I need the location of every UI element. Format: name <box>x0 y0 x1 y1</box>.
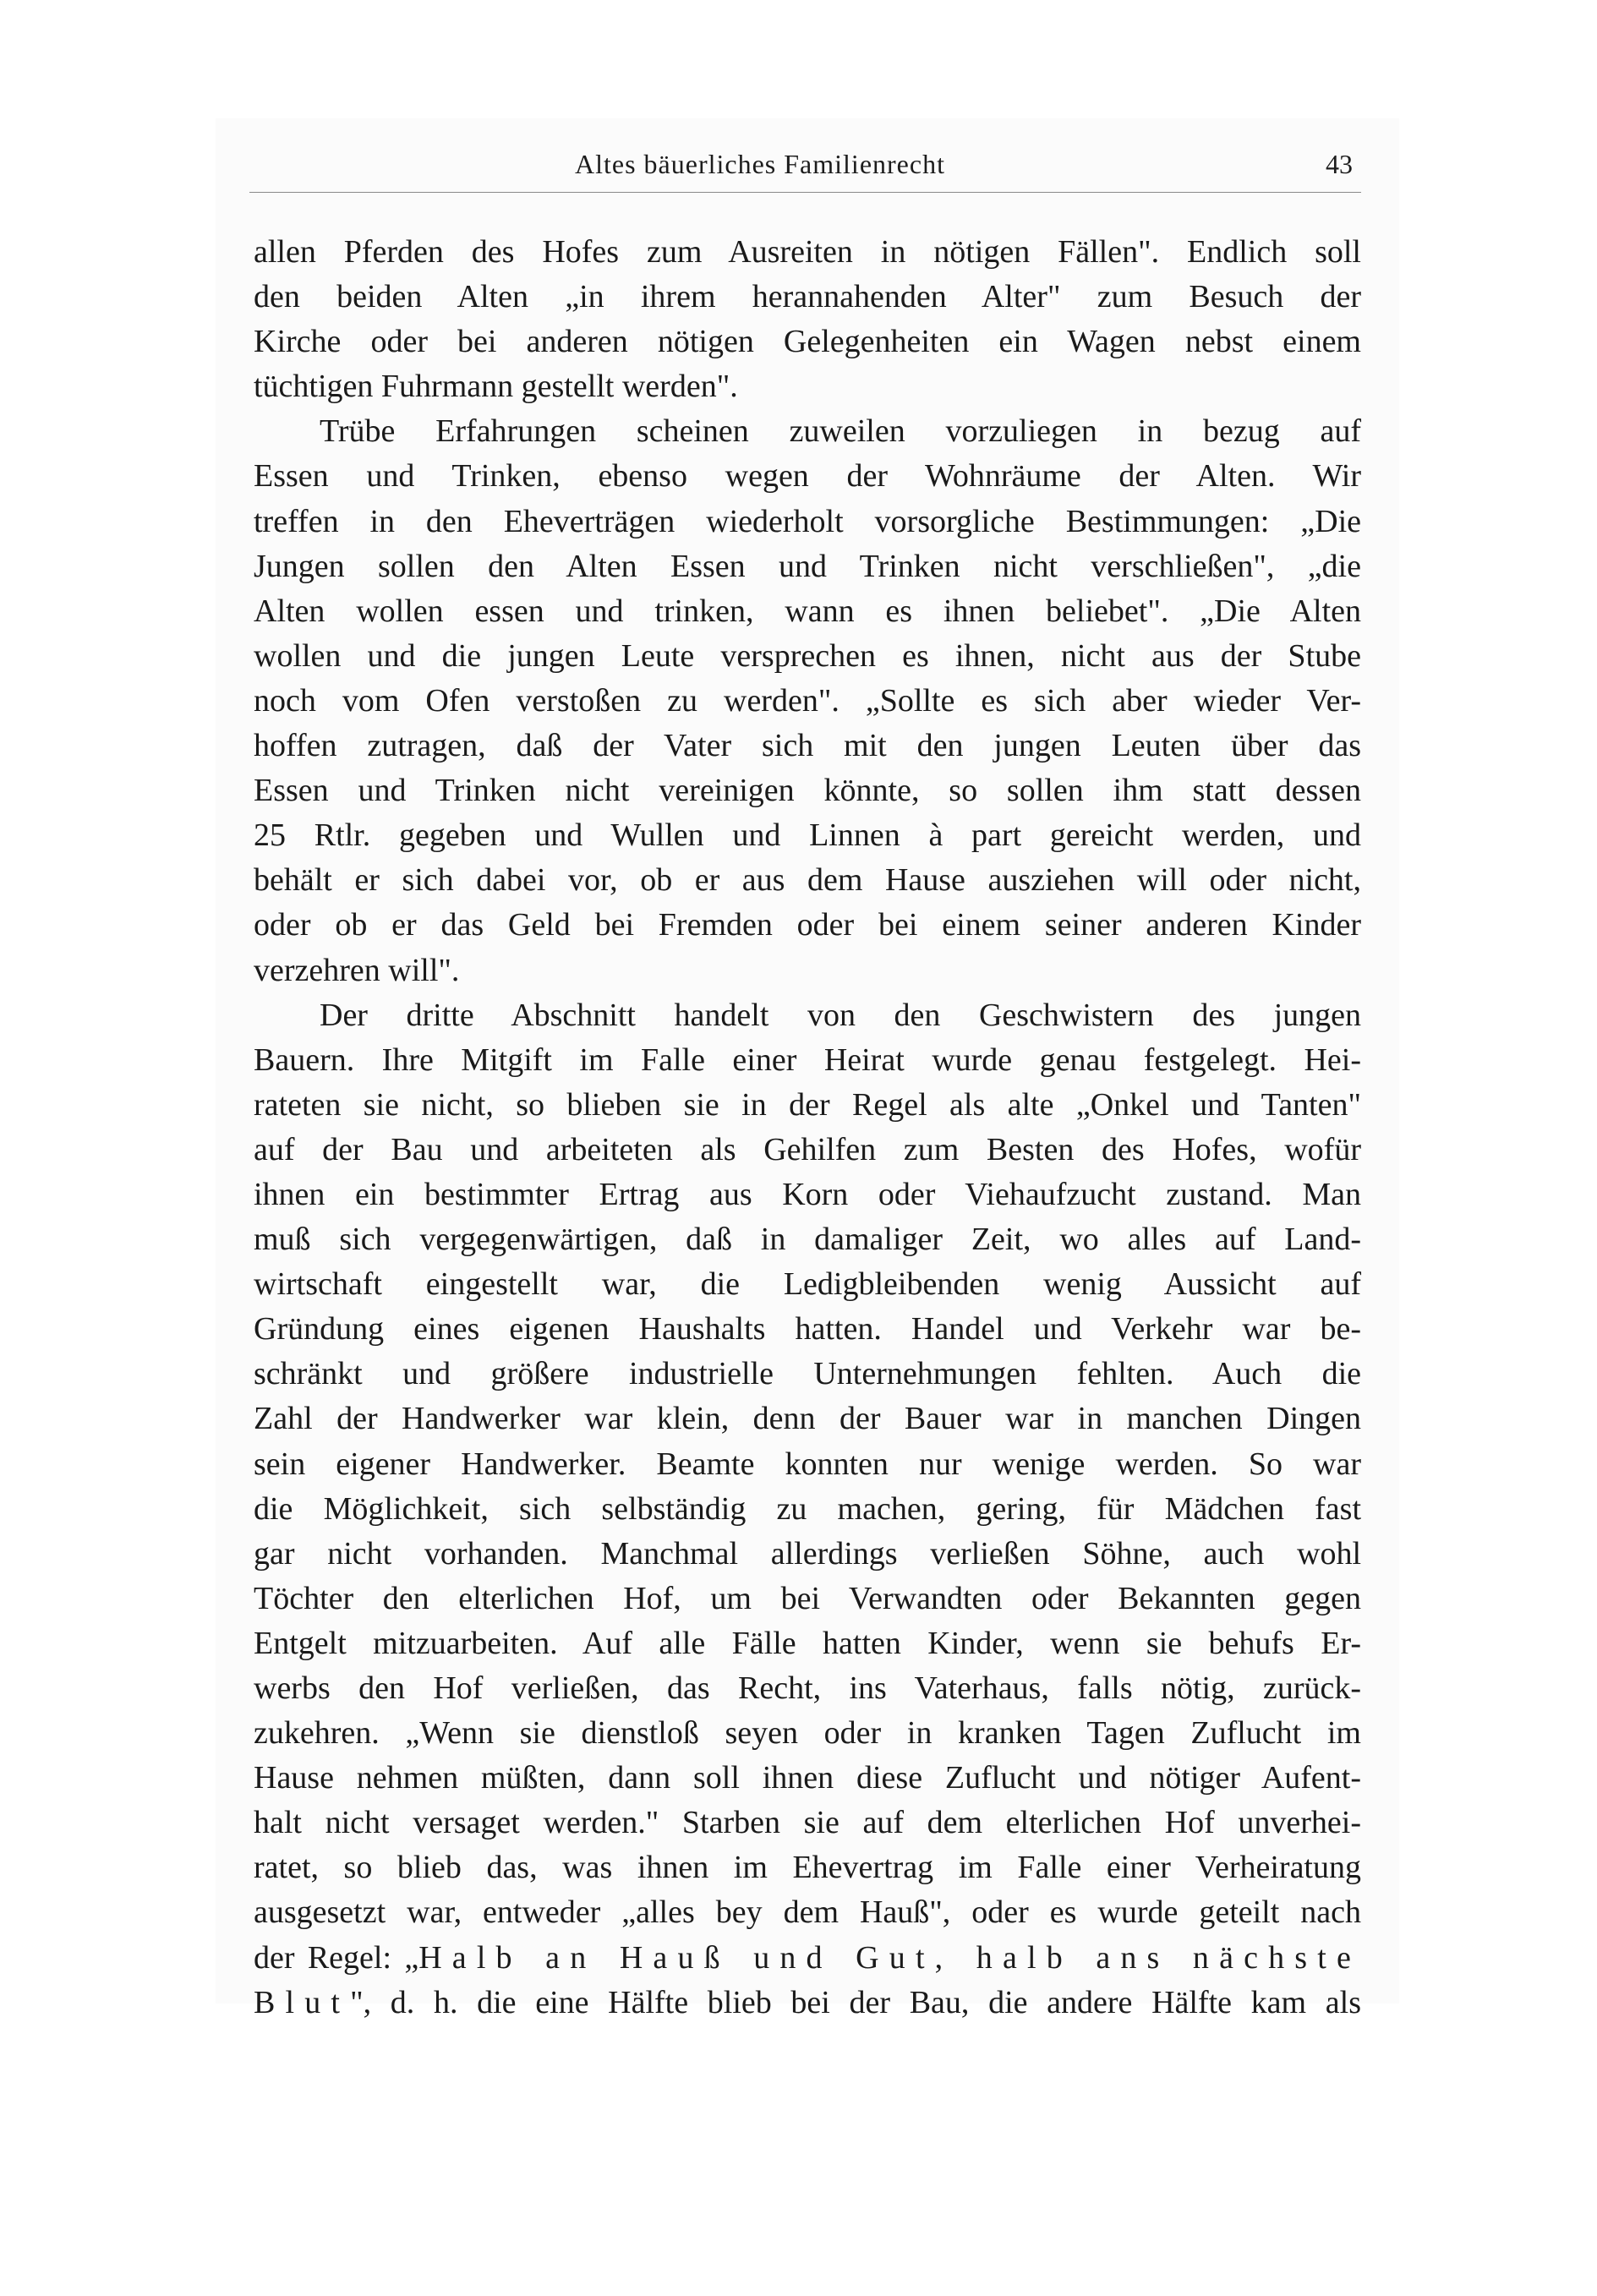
text-line: Essen und Trinken nicht vereinigen könnte, so sollen ihm statt dessen <box>254 773 1361 809</box>
text-line: ihnen ein bestimmter Ertrag aus Korn oder Viehaufzucht zustand. Man <box>254 1176 1361 1212</box>
text-line: hoffen zutragen, daß der Vater sich mit den jungen Leuten über das <box>254 728 1361 764</box>
page-number: 43 <box>1326 149 1353 179</box>
text-line: tüchtigen Fuhrmann gestellt werden". <box>254 369 738 405</box>
text-line: Jungen sollen den Alten Essen und Trinken nicht verschließen", „die <box>254 548 1361 584</box>
text-line: Trübe Erfahrungen scheinen zuweilen vorzuliegen in bezug auf <box>320 413 1361 450</box>
text-line: Bauern. Ihre Mitgift im Falle einer Heirat wurde genau festgelegt. Hei- <box>254 1041 1361 1078</box>
text-line: gar nicht vorhanden. Manchmal allerdings verließen Söhne, auch wohl <box>254 1535 1361 1572</box>
text-line: ausgesetzt war, entweder „alles bey dem Hauß", oder es wurde geteilt nach <box>254 1894 1361 1931</box>
body-text <box>254 230 1361 2025</box>
text-line: allen Pferden des Hofes zum Ausreiten in nötigen Fällen". Endlich soll <box>254 234 1361 270</box>
header-divider <box>249 192 1361 193</box>
spaced-emphasis: Halb an Hauß und Gut, halb ans nächste <box>418 1939 1361 1976</box>
spaced-emphasis: Blut <box>254 1984 351 2020</box>
text-line: Töchter den elterlichen Hof, um bei Verwandten oder Bekannten gegen <box>254 1580 1361 1616</box>
text-line: noch vom Ofen verstoßen zu werden". „Sollte es sich aber wieder Ver- <box>254 682 1361 719</box>
text-line: behält er sich dabei vor, ob er aus dem Hause ausziehen will oder nicht, <box>254 862 1361 899</box>
text-line: Gründung eines eigenen Haushalts hatten. Handel und Verkehr war be- <box>254 1311 1361 1348</box>
text-line: schränkt und größere industrielle Unternehmungen fehlten. Auch die <box>254 1356 1361 1392</box>
text-line: Entgelt mitzuarbeiten. Auf alle Fälle hatten Kinder, wenn sie behufs Er- <box>254 1625 1361 1661</box>
text-line: rateten sie nicht, so blieben sie in der Regel als alte „Onkel und Tanten" <box>254 1086 1361 1123</box>
text-line: werbs den Hof verließen, das Recht, ins Vaterhaus, falls nötig, zurück- <box>254 1670 1361 1706</box>
running-header <box>249 142 1361 193</box>
text-line: wollen und die jungen Leute versprechen es ihnen, nicht aus der Stube <box>254 637 1361 674</box>
text-line: Hause nehmen müßten, dann soll ihnen diese Zuflucht und nötiger Aufent- <box>254 1760 1361 1796</box>
text-line: den beiden Alten „in ihrem herannahenden Alter" zum Besuch der <box>254 279 1361 315</box>
text-line-spaced <box>254 1981 1361 2025</box>
text-line: Essen und Trinken, ebenso wegen der Wohnräume der Alten. Wir <box>254 458 1361 495</box>
text-line: 25 Rtlr. gegeben und Wullen und Linnen à part gereicht werden, und <box>254 817 1361 854</box>
text-line: sein eigener Handwerker. Beamte konnten nur wenige werden. So war <box>254 1446 1361 1482</box>
text-line: zukehren. „Wenn sie dienstloß seyen oder in kranken Tagen Zuflucht im <box>254 1715 1361 1752</box>
text-line: Kirche oder bei anderen nötigen Gelegenheiten ein Wagen nebst einem <box>254 324 1361 360</box>
text-line: Alten wollen essen und trinken, wann es ihnen beliebet". „Die Alten <box>254 593 1361 629</box>
text-line: treffen in den Eheverträgen wiederholt vorsorgliche Bestimmungen: „Die <box>254 503 1361 539</box>
text-line: wirtschaft eingestellt war, die Ledigbleibenden wenig Aussicht auf <box>254 1266 1361 1303</box>
text-line: Zahl der Handwerker war klein, denn der Bauer war in manchen Dingen <box>254 1401 1361 1437</box>
text-fragment: der Regel: „ <box>254 1939 419 1976</box>
text-line-spaced <box>254 1936 1361 1981</box>
text-line: muß sich vergegenwärtigen, daß in damaliger Zeit, wo alles auf Land- <box>254 1222 1361 1258</box>
text-line: verzehren will". <box>254 952 460 988</box>
running-title: Altes bäuerliches Familienrecht <box>575 149 945 179</box>
text-line: auf der Bau und arbeiteten als Gehilfen zum Besten des Hofes, wofür <box>254 1131 1361 1167</box>
text-line: die Möglichkeit, sich selbständig zu machen, gering, für Mädchen fast <box>254 1490 1361 1527</box>
text-line: ratet, so blieb das, was ihnen im Ehevertrag im Falle einer Verheiratung <box>254 1850 1361 1886</box>
text-line: halt nicht versaget werden." Starben sie auf dem elterlichen Hof unverhei- <box>254 1805 1361 1841</box>
text-line: oder ob er das Geld bei Fremden oder bei einem seiner anderen Kinder <box>254 907 1361 943</box>
text-fragment: ", d. h. die eine Hälfte blieb bei der Bau, die andere Hälfte kam als <box>350 1984 1361 2020</box>
text-line: Der dritte Abschnitt handelt von den Geschwistern des jungen <box>320 997 1361 1033</box>
